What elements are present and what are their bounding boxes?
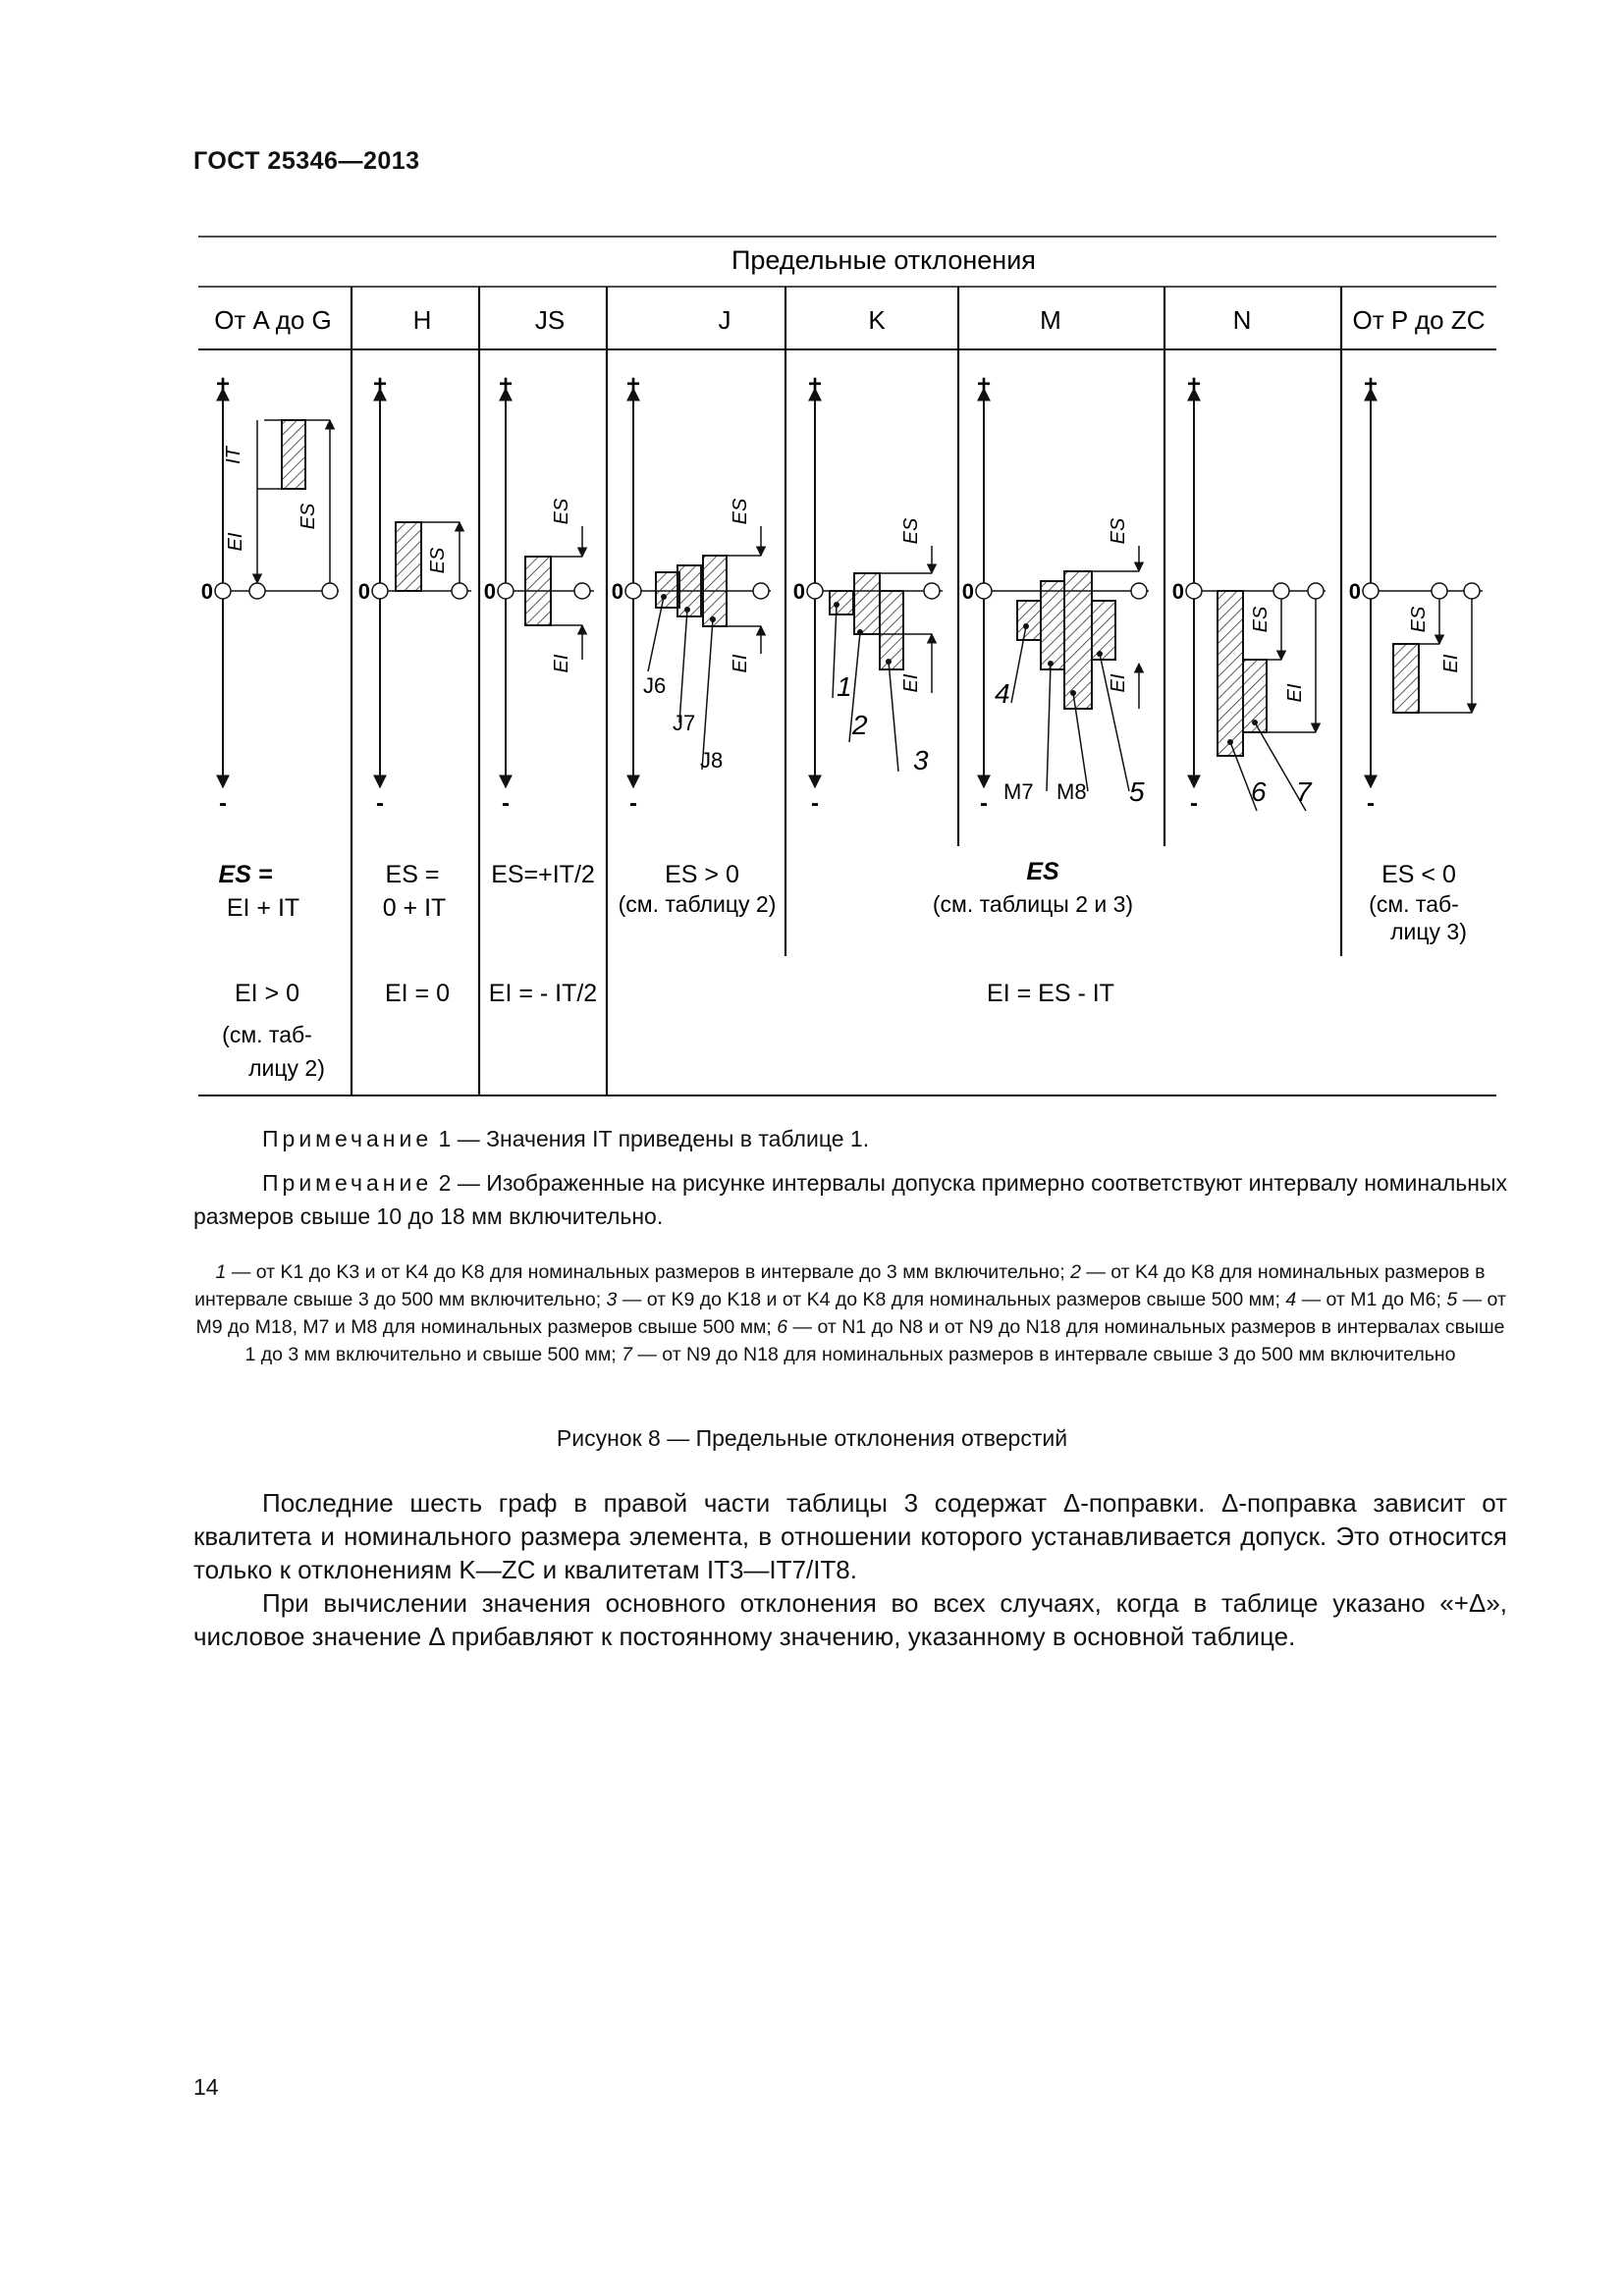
col-h: H <box>412 305 432 335</box>
legend-number-6: 6 <box>1251 776 1267 807</box>
ei-label: EI <box>730 654 751 673</box>
es-label: ES <box>298 503 319 530</box>
zero-mark: 0 <box>792 579 805 604</box>
legend-text: — от N1 до N8 и от N9 до N18 для номинальных размеров в интервалах свыше 1 до 3 мм включительно и свыше 500 мм; <box>244 1316 1505 1365</box>
legend-text: — от K9 до K18 и от K4 до K8 для номинальных размеров свыше 500 мм; <box>617 1289 1286 1310</box>
zero-mark: 0 <box>611 579 623 604</box>
ei-formula-a-g-note: лицу 2) <box>248 1055 325 1081</box>
minus-sign: - <box>1190 790 1198 817</box>
ei-label: EI <box>1108 673 1129 693</box>
es-label: ES <box>1408 606 1430 633</box>
plus-sign: + <box>807 371 823 398</box>
es-label: ES <box>427 547 449 574</box>
legend-text: — от M9 до M18, M7 и M8 для номинальных размеров свыше 500 мм; <box>195 1289 1506 1338</box>
minus-sign: - <box>219 790 227 817</box>
ei-label: EI <box>900 673 922 693</box>
legend-number-4: 4 <box>995 678 1010 709</box>
zero-mark: 0 <box>357 579 370 604</box>
plus-sign: + <box>372 371 388 398</box>
plus-sign: + <box>215 371 231 398</box>
legend-key: 2 <box>1070 1261 1081 1283</box>
legend-text: — от N9 до N18 для номинальных размеров в интервале свыше 3 до 500 мм включительно <box>631 1344 1456 1365</box>
es-formula-j: ES > 0 <box>665 861 739 888</box>
zero-mark: 0 <box>1348 579 1361 604</box>
ei-label: EI <box>1284 683 1306 703</box>
col-k: K <box>868 305 886 335</box>
es-label: ES <box>1108 517 1129 545</box>
col-j: J <box>718 305 731 335</box>
ei-formula-js: EI = - IT/2 <box>488 980 598 1007</box>
col-n: N <box>1232 305 1252 335</box>
es-label: ES <box>551 498 572 525</box>
plus-sign: + <box>498 371 514 398</box>
note-1-text: 1 — Значения IT приведены в таблице 1. <box>432 1126 870 1151</box>
page-number: 14 <box>193 2074 219 2100</box>
minus-sign: - <box>502 790 510 817</box>
it-label: IT <box>223 447 244 464</box>
figure-8 <box>196 232 1498 1099</box>
es-formula-js: ES=+IT/2 <box>491 861 595 888</box>
legend-text: — от M1 до M6; <box>1296 1289 1447 1310</box>
legend-number-1: 1 <box>837 671 852 702</box>
es-formula-p-zc-note: лицу 3) <box>1390 919 1467 944</box>
es-label: ES <box>1250 606 1272 633</box>
es-formula-h: ES = <box>385 861 440 888</box>
ei-formula-j-zc: EI = ES - IT <box>987 980 1114 1007</box>
es-formula-a-g: ES = <box>218 861 273 888</box>
es-formula-a-g: EI + IT <box>226 894 300 922</box>
paragraph: Последние шесть граф в правой части таблицы 3 содержат Δ-поправки. Δ-поправка зависит от квалитета и номинального размера элемента, в отношении которого устанавливается допуск. Это относится только к отклонениям K—ZC и квалитетам IT3—IT7/IT8. <box>193 1488 1507 1584</box>
zero-mark: 0 <box>961 579 974 604</box>
zero-mark: 0 <box>483 579 496 604</box>
es-formula-p-zc: ES < 0 <box>1381 861 1456 888</box>
note-1-lead: Примечание <box>262 1126 433 1151</box>
es-formula-k-n: ES <box>1026 858 1059 885</box>
es-label: ES <box>900 517 922 545</box>
body-text <box>193 1486 1507 1653</box>
note-2-lead: Примечание <box>262 1170 433 1196</box>
ei-formula-a-g-note: (см. таб- <box>222 1022 312 1047</box>
minus-sign: - <box>811 790 819 817</box>
legend-text: — от K1 до K3 и от K4 до K8 для номинальных размеров в интервале до 3 мм включительно; <box>226 1261 1071 1283</box>
minus-sign: - <box>629 790 637 817</box>
col-a-g: От A до G <box>214 305 332 335</box>
col-p-zc: От P до ZC <box>1352 305 1486 335</box>
es-formula-p-zc-note: (см. таб- <box>1369 891 1459 917</box>
minus-sign: - <box>376 790 384 817</box>
legend-key: 3 <box>606 1289 618 1310</box>
zero-mark: 0 <box>200 579 213 604</box>
j8-label: J8 <box>700 748 724 773</box>
legend-key: 7 <box>622 1344 632 1365</box>
figure-caption: Рисунок 8 — Предельные отклонения отверстий <box>556 1425 1068 1451</box>
minus-sign: - <box>980 790 988 817</box>
note-2-text: 2 — Изображенные на рисунке интервалы допуска примерно соответствуют интервалу номинальных размеров свыше 10 до 18 мм включительно. <box>193 1170 1507 1229</box>
legend-number-3: 3 <box>913 745 929 775</box>
legend-number-5: 5 <box>1129 776 1145 807</box>
es-formula-j-note: (см. таблицу 2) <box>618 891 777 917</box>
legend-key: 6 <box>777 1316 788 1338</box>
j7-label: J7 <box>673 711 696 735</box>
note-1 <box>193 1122 1507 1155</box>
document-header: ГОСТ 25346—2013 <box>193 147 420 175</box>
ei-formula-h: EI = 0 <box>384 980 451 1007</box>
legend-number-7: 7 <box>1296 776 1312 807</box>
minus-sign: - <box>1367 790 1375 817</box>
paragraph: При вычислении значения основного отклонения во всех случаях, когда в таблице указано «+Δ», числовое значение Δ прибавляют к постоянному значению, указанному в основной таблице. <box>193 1588 1507 1651</box>
col-js: JS <box>534 305 566 335</box>
ei-label: EI <box>1440 654 1462 673</box>
plus-sign: + <box>1186 371 1202 398</box>
plus-sign: + <box>625 371 641 398</box>
m7-label: M7 <box>1003 779 1034 804</box>
j6-label: J6 <box>643 673 667 698</box>
deviations-title: Предельные отклонения <box>731 245 1036 275</box>
ei-label: EI <box>225 532 246 552</box>
legend-key: 1 <box>215 1261 227 1283</box>
col-m: M <box>1040 305 1061 335</box>
table-lines <box>198 237 1496 1095</box>
es-formula-h: 0 + IT <box>382 894 447 922</box>
plus-sign: + <box>976 371 992 398</box>
ei-formula-a-g: EI > 0 <box>234 980 300 1007</box>
legend-text: — от K4 до K8 для номинальных размеров в интервале свыше 3 до 500 мм включительно; <box>194 1261 1486 1310</box>
deviation-diagram <box>196 232 1498 1099</box>
plus-sign: + <box>1363 371 1379 398</box>
es-label: ES <box>730 498 751 525</box>
m8-label: M8 <box>1056 779 1087 804</box>
legend-key: 4 <box>1285 1289 1297 1310</box>
es-formula-k-n-note: (см. таблицы 2 и 3) <box>932 891 1134 917</box>
ei-label: EI <box>551 654 572 673</box>
figure-legend <box>193 1258 1507 1368</box>
note-2 <box>193 1166 1507 1233</box>
legend-number-2: 2 <box>852 710 868 740</box>
zero-mark: 0 <box>1171 579 1184 604</box>
legend-key: 5 <box>1446 1289 1458 1310</box>
